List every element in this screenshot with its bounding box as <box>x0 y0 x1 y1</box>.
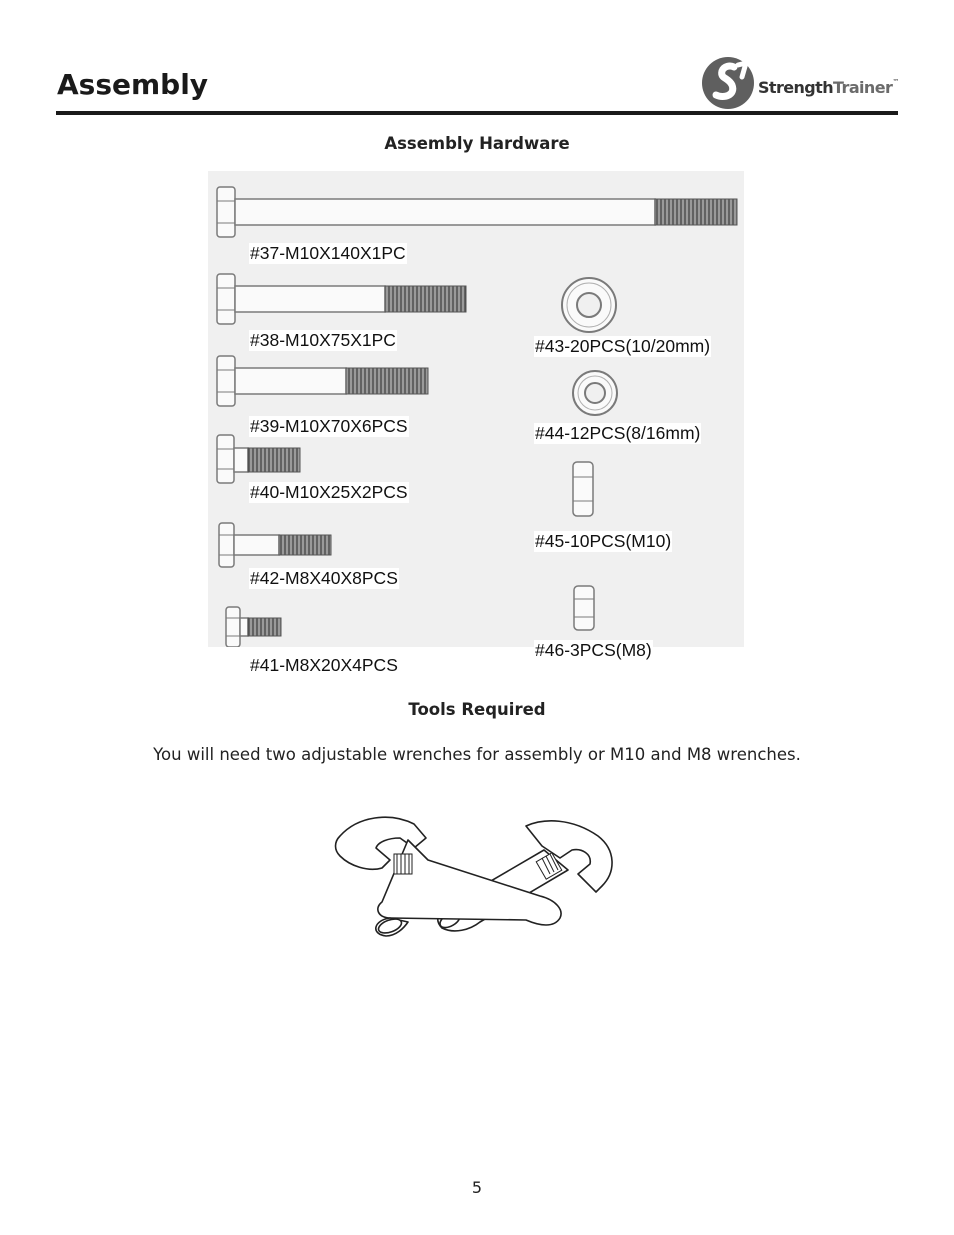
logo-trademark: ™ <box>892 78 899 86</box>
hardware-label-38: #38-M10X75X1PC <box>250 330 396 350</box>
bolt-41-icon <box>226 607 281 647</box>
hardware-label-37: #37-M10X140X1PC <box>250 243 406 263</box>
washer-44-icon <box>573 371 617 415</box>
logo-text-strength: Strength <box>758 78 833 97</box>
strengthtrainer-logo <box>700 55 900 111</box>
bolt-42-icon <box>219 523 331 567</box>
hardware-label-46: #46-3PCS(M8) <box>535 640 652 660</box>
hardware-label-42: #42-M8X40X8PCS <box>250 568 398 588</box>
hardware-label-40: #40-M10X25X2PCS <box>250 482 408 502</box>
hardware-label-39: #39-M10X70X6PCS <box>250 416 408 436</box>
page-number: 5 <box>471 1178 483 1197</box>
logo-emblem-icon <box>700 55 760 111</box>
adjustable-wrenches-icon <box>330 810 625 940</box>
assembly-hardware-heading: Assembly Hardware <box>384 134 570 153</box>
tools-required-heading: Tools Required <box>408 700 546 719</box>
page-title: Assembly <box>57 68 209 101</box>
hardware-label-41: #41-M8X20X4PCS <box>250 655 398 675</box>
tools-instructions: You will need two adjustable wrenches for assembly or M10 and M8 wrenches. <box>153 745 801 764</box>
hardware-label-45: #45-10PCS(M10) <box>535 531 672 551</box>
header-divider <box>56 111 898 115</box>
nut-45-icon <box>573 462 593 516</box>
bolt-40-icon <box>217 435 300 483</box>
bolt-38-icon <box>217 274 466 324</box>
hardware-label-44: #44-12PCS(8/16mm) <box>535 423 701 443</box>
washer-43-icon <box>562 278 616 332</box>
bolt-39-icon <box>217 356 428 406</box>
bolt-37-icon <box>217 187 737 237</box>
hardware-label-43: #43-20PCS(10/20mm) <box>535 336 711 356</box>
nut-46-icon <box>574 586 594 630</box>
logo-text-trainer: Trainer <box>833 78 893 97</box>
